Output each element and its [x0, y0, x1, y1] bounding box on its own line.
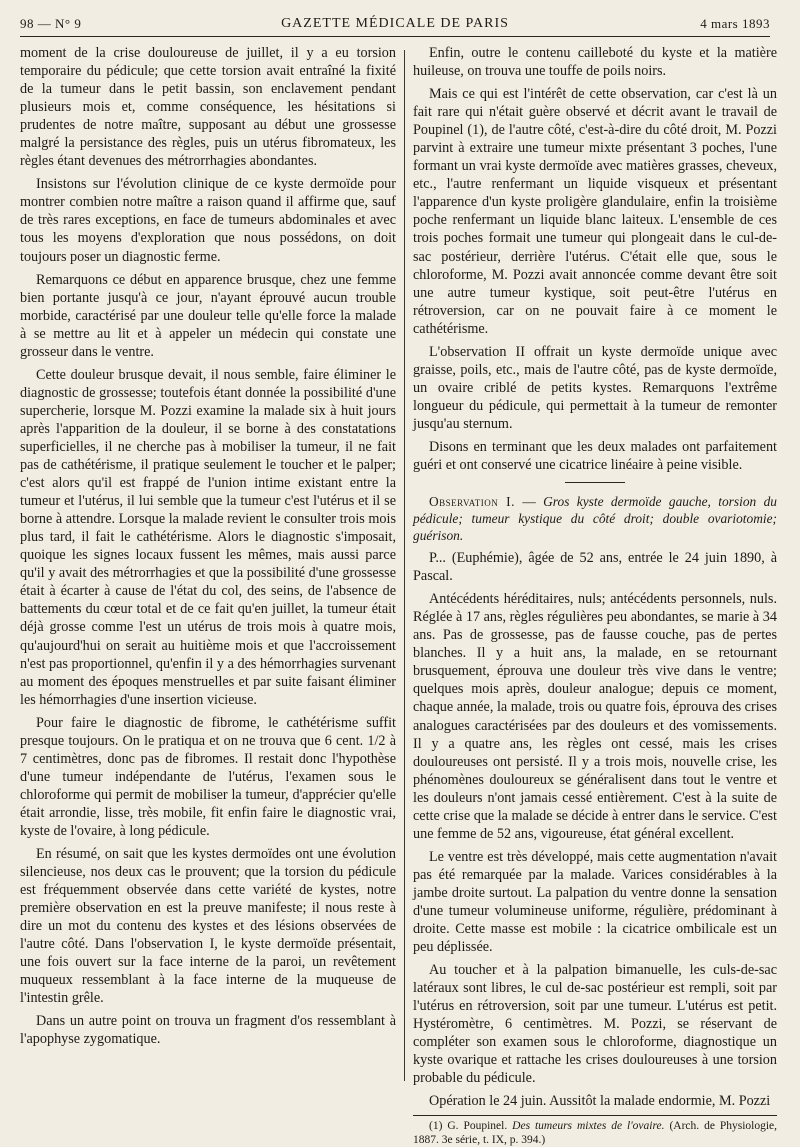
paragraph: Remarquons ce début en apparence brusque, chez une femme bien portante jusqu'à ce jour, n'ayant éprouvé aucun trouble morbide, caractérisé par une douleur telle qu'elle force la malade à se mettre au lit et à appeler un médecin qui constate une grosseur dans le ventre.	[20, 271, 396, 360]
footnote	[413, 1119, 777, 1147]
observation-heading	[413, 493, 777, 544]
paragraph: Dans un autre point on trouva un fragment d'os ressemblant à l'apophyse zygomatique.	[20, 1013, 396, 1048]
paragraph: P... (Euphémie), âgée de 52 ans, entrée le 24 juin 1890, à Pascal.	[413, 550, 777, 585]
page-header	[20, 14, 770, 37]
footnote-title: Des tumeurs mixtes de l'ovaire.	[512, 1120, 665, 1133]
paragraph: En résumé, on sait que les kystes dermoïdes ont une évolution silencieuse, nos deux cas le prouvent; que la torsion du pédicule est fréquemment observée dans cette variété de kystes, notre première observation en est la preuve manifeste; il nous reste à dire un mot du contenu des kystes et des lésions observées de l'autre côté. Dans l'observation I, le kyste dermoïde présentait, une fois ouvert sur la face interne de la paroi, un revêtement muqueux ressemblant à la face interne de la muqueuse de l'intestin grêle.	[20, 846, 396, 1007]
paragraph: L'observation II offrait un kyste dermoïde unique avec graisse, poils, etc., mais de l'autre côté, pas de kyste dermoïde, un ovaire criblé de petits kystes. Remarquons l'extrême longueur du pédicule, qui permettait à la tumeur de remonter jusqu'au sternum.	[413, 343, 777, 432]
footnote-rule	[413, 1115, 777, 1116]
paragraph: Mais ce qui est l'intérêt de cette observation, car c'est là un fait rare qui n'était guère observé et décrit avant le travail de Poupinel (1), de l'autre côté, c'est-à-dire du côté droit, M. Pozzi parvint à extraire une tumeur mixte présentant 3 poches, l'une formant un vrai kyste dermoïde avec matières grasses, cheveux, etc., l'autre renfermant un liquide visqueux et présentant l'apparence d'un kyste proligère glandulaire, enfin la troisième poche renfermant un liquide blanc laiteux. L'ensemble de ces trois poches formait une tumeur qui plongeait dans le cul-de-sac postérieur, derrière l'utérus. C'était elle que, sous le chloroforme, M. Pozzi avait annoncée comme devant être soit une autre tumeur kystique, soit peut-être l'utérus en rétroversion, car on ne pouvait faire à ce moment le cathétérisme.	[413, 86, 777, 337]
paragraph: Pour faire le diagnostic de fibrome, le cathétérisme suffit presque toujours. On le pratiqua et on ne trouva que 6 cent. 1/2 à 7 centimètres, donc pas de fibromes. Il restait donc l'hypothèse d'une tumeur indépendante de l'utérus, l'examen sous le chloroforme qui permit de mobiliser la tumeur, d'apprécier qu'elle était arrondie, lisse, très mobile, fit enfin faire le diagnostic vrai, kyste de l'ovaire, à long pédicule.	[20, 714, 396, 839]
footnote-source: (Arch. de Physiologie, 1887. 3e série, t. IX, p. 394.)	[413, 1120, 778, 1147]
paragraph: Antécédents héréditaires, nuls; antécédents personnels, nuls. Réglée à 17 ans, règles régulières peu abondantes, se marie à 34 ans. Pas de grossesse, pas de fausse couche, pas de pertes blanches. Il y a huit ans, la malade, en se retournant brusquement, éprouva une douleur très vive dans le ventre; quelques mois après, douleur analogue; depuis ce moment, chaque année, la malade, trois ou quatre fois, éprouva des crises analogues caractérisées par des douleurs et des vomissements. Il y a quatre ans, les règles ont cessé, mais les crises douloureuses ont persisté. Il y a trois mois, nouvelle crise, les phénomènes douloureux se généralisent dans tout le ventre et les douleurs n'ont jamais cessé entièrement. C'est à la suite de cette crise que la malade se décide à entrer dans le service. C'est une femme de 52 ans, vigoureuse, état général excellent.	[413, 591, 777, 842]
footnote-marker: (1) G. Poupinel.	[429, 1120, 508, 1133]
observation-description: Gros kyste dermoïde gauche, torsion du pédicule; tumeur kystique du côté droit; double ovariotomie; guérison.	[413, 494, 777, 544]
page-number: 98 — N° 9	[20, 16, 82, 31]
paragraph: Enfin, outre le contenu cailleboté du kyste et la matière huileuse, on trouva une touffe de poils noirs.	[413, 45, 777, 80]
paragraph: Au toucher et à la palpation bimanuelle, les culs-de-sac latéraux sont libres, le cul de-sac postérieur est rempli, soit par l'utérus en rétroversion, soit par une tumeur. L'utérus est petit. Hystéromètre, 6 centimètres. M. Pozzi, se réservant de compléter son examen sous le chloroforme, diagnostique un kyste ovarique et rattache les crises douloureuses à une torsion probable du pédicule.	[413, 962, 777, 1087]
paragraph: Disons en terminant que les deux malades ont parfaitement guéri et ont conservé une cicatrice linéaire à peine visible.	[413, 438, 777, 474]
column-divider	[404, 50, 405, 1081]
right-column	[413, 44, 778, 1147]
paragraph: Le ventre est très développé, mais cette augmentation n'avait pas été remarquée par la malade. Varices considérables à la jambe droite surtout. La palpation du ventre donne la sensation d'une tumeur volumineuse uniforme, régulière, prédominant à droite. Cette masse est mobile : la cicatrice ombilicale est un peu déplissée.	[413, 848, 777, 956]
observation-dash: —	[514, 494, 544, 510]
paragraph: Opération le 24 juin. Aussitôt la malade endormie, M. Pozzi	[429, 1093, 771, 1110]
paragraph: Insistons sur l'évolution clinique de ce kyste dermoïde pour montrer combien notre maître a raison quand il affirme que, sauf de très rares exceptions, en face de tumeurs abdominales et avec tous les moyens d'exploration que nous possédons, on doit toujours poser un diagnostic ferme.	[20, 176, 396, 265]
left-column	[20, 44, 396, 1083]
paragraph: moment de la crise douloureuse de juillet, il y a eu torsion temporaire du pédicule; que cette torsion avait entraîné la fixité de la tumeur dans le petit bassin, son enclavement pendant plusieurs mois et, comme conséquence, les hésitations si prudentes de notre maître, supposant au début une grossesse malgré la persistance des règles, puis un utérus fibromateux, les règles étant devenues des métrorrhagies abondantes.	[20, 45, 396, 170]
issue-date: 4 mars 1893	[700, 16, 770, 31]
section-separator	[565, 482, 625, 483]
journal-title: GAZETTE MÉDICALE DE PARIS	[281, 16, 509, 31]
observation-lead: Observation I.	[429, 494, 515, 510]
paragraph: Cette douleur brusque devait, il nous semble, faire éliminer le diagnostic de grossesse; toutefois étant donnée la possibilité d'une supercherie, lorsque M. Pozzi examine la malade six à huit jours après l'apparition de la douleur, il se borne à des constatations superficielles, il ne cherche pas à mobiliser la tumeur, il ne fait pas de cathétérisme, il pratique seulement le toucher et le palper; c'est alors qu'il est frappé de l'union intime existant entre la tumeur et l'utérus, il lui semble que la tumeur c'est l'utérus et il se borne à attendre. Lorsque la malade revient le consulter trois mois plus tard, il fait le cathétérisme. Alors le diagnostic s'imposait, quoique les signes locaux fussent les mêmes, mais aussi parce qu'il y avait des métrorrhagies et que la possibilité d'une grossesse était à écarter à cause de l'état du col, des seins, de l'absence de battements du cœur total et de ce fait qu'en juillet, la tumeur était déjà grosse comme l'est un utérus de trois mois à quatre mois, qu'aujourd'hui on serait au huitième mois et que l'accroissement n'est pas proportionnel, qu'enfin il y a des hémorrhagies survenant au moment des époques menstruelles et par suite faisant éliminer les hémorrhagies d'une insertion vicieuse.	[20, 366, 396, 708]
